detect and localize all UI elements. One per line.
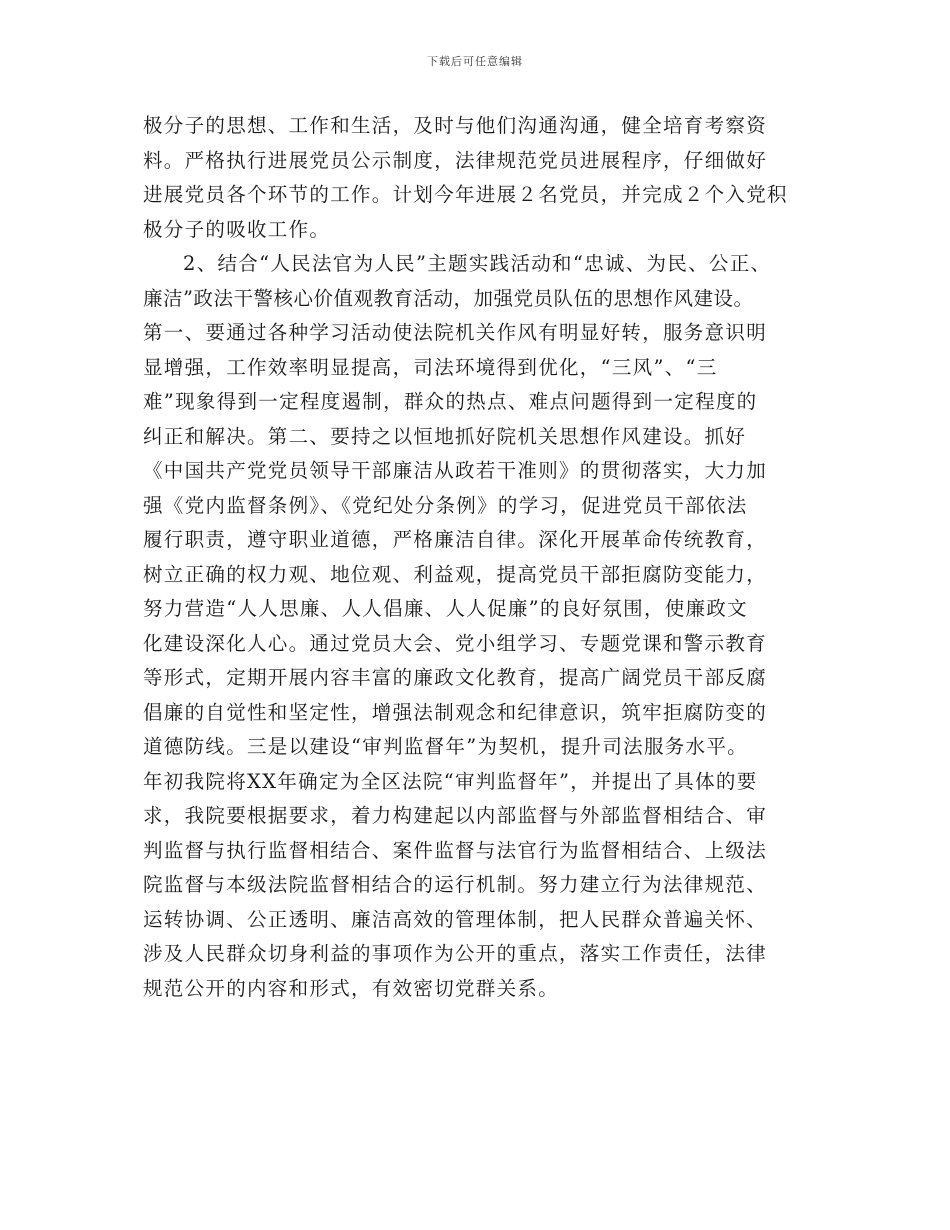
text-line: 极分子的思想、工作和生活，及时与他们沟通沟通，健全培育考察资 [143,114,768,137]
text-line: 涉及人民群众切身利益的事项作为公开的重点，落实工作责任，法律 [143,942,768,965]
text-line: 显增强，工作效率明显提高，司法环境得到优化，“三风”、“三 [143,355,718,379]
text-line: 强《党内监督条例》、《党纪处分条例》的学习，促进党员干部依法 [143,493,748,517]
document-body [143,109,823,1006]
text-line: 难”现象得到一定程度遏制，群众的热点、难点问题得到一定程度的 [143,390,758,413]
text-line: 运转协调、公正透明、廉洁高效的管理体制，把人民群众普遍关怀、 [143,907,768,931]
text-line: 道德防线。三是以建设“审判监督年”为契机，提升司法服务水平。 [143,735,748,758]
text-line: 等形式，定期开展内容丰富的廉政文化教育，提高广阔党员干部反腐 [143,666,768,689]
text-line: 求，我院要根据要求，着力构建起以内部监督与外部监督相结合、审 [143,804,768,827]
text-line: 进展党员各个环节的工作。计划今年进展２名党员，并完成２个入党积 [143,183,788,206]
text-line: 极分子的吸收工作。 [143,217,331,241]
text-line: 纠正和解决。第二、要持之以恒地抓好院机关思想作风建设。抓好 [143,424,747,448]
paragraph-start-line: 2、结合“人民法官为人民”主题实践活动和“忠诚、为民、公正、 [183,252,772,275]
text-line: 年初我院将XX年确定为全区法院“审判监督年”，并提出了具体的要 [143,769,758,793]
text-line: 化建设深化人心。通过党员大会、党小组学习、专题党课和警示教育 [143,631,768,655]
text-line: 倡廉的自觉性和坚定性，增强法制观念和纪律意识，筑牢拒腐防变的 [143,700,768,724]
text-line: 树立正确的权力观、地位观、利益观，提高党员干部拒腐防变能力， [143,562,768,586]
text-line: 廉洁”政法干警核心价值观教育活动，加强党员队伍的思想作风建设。 [143,286,754,310]
page-header: 下载后可任意编辑 [427,55,523,68]
text-line: 努力营造“人人思廉、人人倡廉、人人促廉”的良好氛围，使廉政文 [143,597,748,620]
text-line: 第一、要通过各种学习活动使法院机关作风有明显好转，服务意识明 [143,321,768,344]
text-line: 《中国共产党党员领导干部廉洁从政若干准则》的贯彻落实，大力加 [143,459,768,482]
text-line: 料。严格执行进展党员公示制度，法律规范党员进展程序，仔细做好 [143,148,768,172]
text-line: 履行职责，遵守职业道德，严格廉洁自律。深化开展革命传统教育， [143,528,768,551]
text-line: 规范公开的内容和形式，有效密切党群关系。 [143,976,560,1000]
text-line: 判监督与执行监督相结合、案件监督与法官行为监督相结合、上级法 [143,838,768,862]
text-line: 院监督与本级法院监督相结合的运行机制。努力建立行为法律规范、 [143,873,768,896]
